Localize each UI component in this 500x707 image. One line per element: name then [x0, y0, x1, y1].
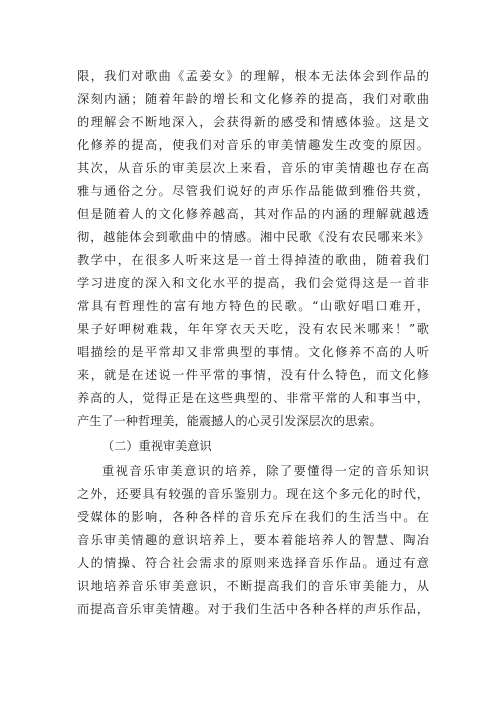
body-text-line: 唱描绘的是平常却又非常典型的事情。文化修养不高的人听 — [77, 345, 429, 359]
body-text-line: 识地培养音乐审美意识，不断提高我们的音乐审美能力，从 — [77, 579, 429, 593]
section-heading: （二）重视审美意识 — [102, 439, 212, 453]
body-text-line: 教学中，在很多人听来这是一首土得掉渣的歌曲，随着我们 — [77, 253, 429, 267]
body-text-line: 学习进度的深入和文化水平的提高，我们会觉得这是一首非 — [77, 276, 429, 290]
body-text-line: 果子好呷树难栽，年年穿衣天天吃，没有农民米哪来！”歌 — [77, 322, 429, 336]
body-text-line: 养高的人，觉得正是在这些典型的、非常平常的人和事当中， — [77, 391, 429, 405]
body-text-line: 但是随着人的文化修养越高，其对作品的内涵的理解就越透 — [77, 207, 429, 221]
body-text-line: 深刻内涵；随着年龄的增长和文化修养的提高，我们对歌曲 — [77, 92, 429, 106]
body-text-line: 人的情操、符合社会需求的原则来选择音乐作品。通过有意 — [77, 556, 429, 570]
body-text-line: 重视音乐审美意识的培养，除了要懂得一定的音乐知识 — [102, 464, 429, 478]
body-text-line: 化修养的提高，使我们对音乐的审美情趣发生改变的原因。 — [77, 138, 429, 152]
body-text-line: 其次，从音乐的审美层次上来看，音乐的审美情趣也存在高 — [77, 161, 429, 175]
body-text-line: 彻，越能体会到歌曲中的情感。湘中民歌《没有农民哪来米》 — [77, 230, 429, 244]
body-text-line: 限，我们对歌曲《孟姜女》的理解，根本无法体会到作品的 — [77, 69, 429, 83]
body-text-line: 常具有哲理性的富有地方特色的民歌。“山歌好唱口难开， — [77, 299, 429, 313]
body-text-line: 受媒体的影响，各种各样的音乐充斥在我们的生活当中。在 — [77, 510, 429, 524]
body-text-line: 来，就是在述说一件平常的事情，没有什么特色，而文化修 — [77, 368, 429, 382]
body-text-line: 音乐审美情趣的意识培养上，要本着能培养人的智慧、陶冶 — [77, 533, 429, 547]
body-text-line: 雅与通俗之分。尽管我们说好的声乐作品能做到雅俗共赏， — [77, 184, 429, 198]
body-text-line: 产生了一种哲理美，能震撼人的心灵引发深层次的思索。 — [77, 414, 382, 428]
body-text-line: 的理解会不断地深入，会获得新的感受和情感体验。这是文 — [77, 115, 429, 129]
body-text-line: 而提高音乐审美情趣。对于我们生活中各种各样的声乐作品， — [77, 602, 429, 616]
body-text-line: 之外，还要具有较强的音乐鉴别力。现在这个多元化的时代， — [77, 487, 429, 501]
